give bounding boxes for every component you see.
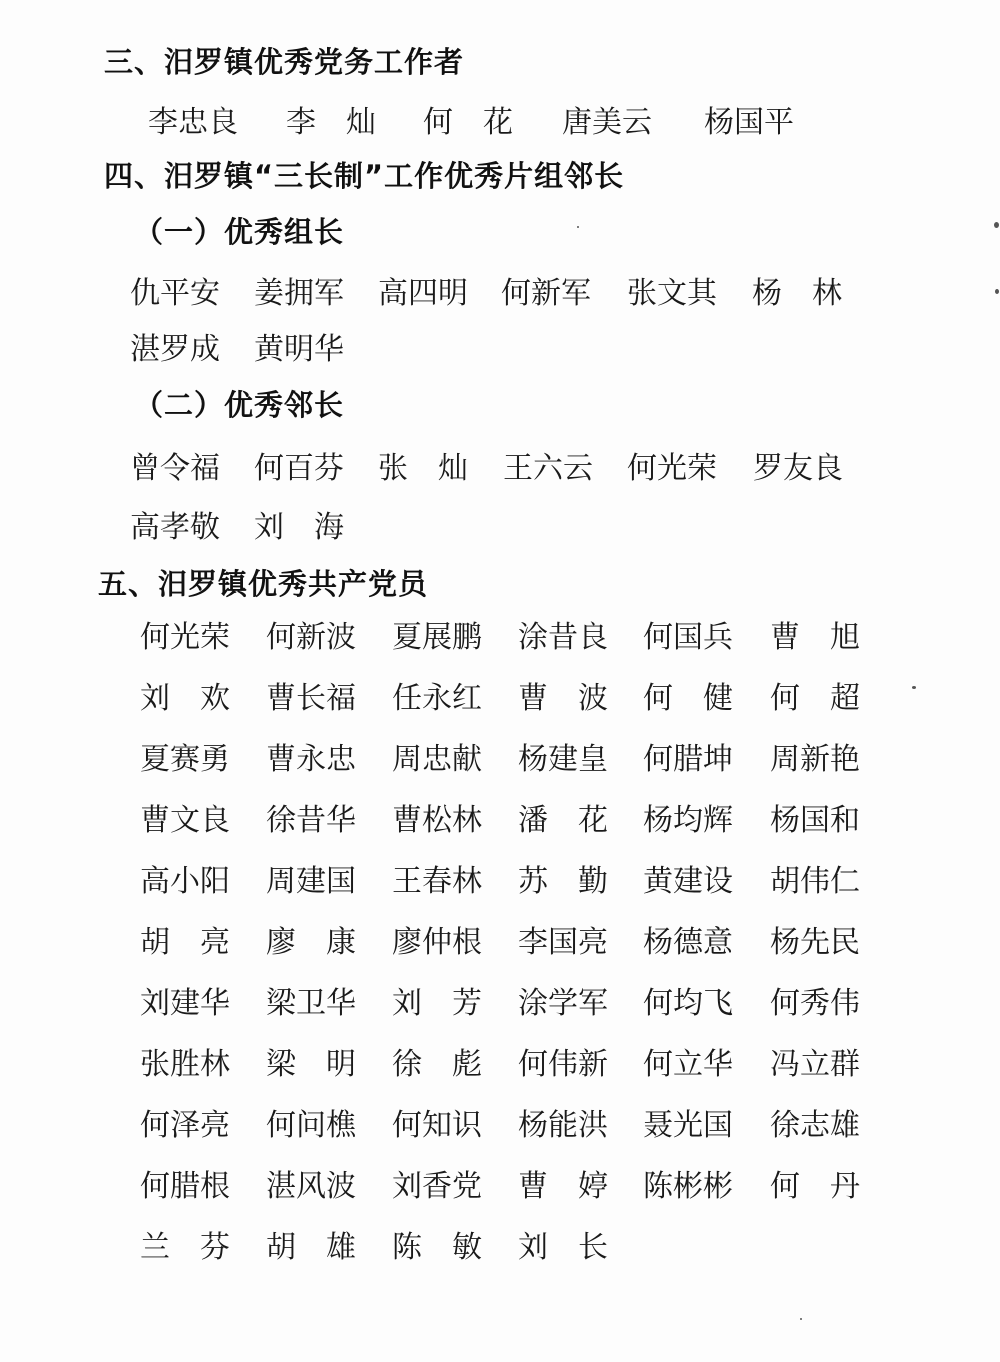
- member-name: 陈彬彬: [643, 1169, 733, 1204]
- member-name: 刘香党: [392, 1169, 482, 1204]
- neighbor-leader-name: 何百芬: [254, 451, 344, 486]
- member-name: 聂光国: [643, 1108, 733, 1143]
- member-name: 夏展鹏: [392, 620, 482, 655]
- section-3-name: 杨国平: [704, 105, 794, 140]
- section-4-heading: 四、汨罗镇“三长制”工作优秀片组邻长: [104, 159, 625, 193]
- section-3-name: 李 灿: [286, 105, 376, 140]
- member-name: 张胜林: [140, 1047, 230, 1082]
- member-name: 何新波: [266, 620, 356, 655]
- scan-speck: [577, 226, 579, 228]
- member-name: 曹松林: [392, 803, 482, 838]
- member-name: 曹 婷: [518, 1169, 608, 1204]
- member-name: 徐 彪: [392, 1047, 482, 1082]
- member-name: 何均飞: [643, 986, 733, 1021]
- neighbor-leader-name: 罗友良: [753, 451, 843, 486]
- scan-speck: [912, 686, 916, 689]
- group-leader-name: 何新军: [501, 276, 591, 311]
- group-leader-name: 张文其: [627, 276, 717, 311]
- neighbor-leader-name: 高孝敬: [130, 510, 220, 545]
- group-leader-name: 杨 林: [752, 276, 842, 311]
- member-name: 胡伟仁: [770, 864, 860, 899]
- member-name: 冯立群: [770, 1047, 860, 1082]
- member-name: 胡 亮: [140, 925, 230, 960]
- group-leader-name: 姜拥军: [254, 276, 344, 311]
- section-4-sub-1-heading: （一）优秀组长: [134, 215, 345, 249]
- member-name: 杨国和: [770, 803, 860, 838]
- section-5-heading: 五、汨罗镇优秀共产党员: [98, 567, 429, 601]
- member-name: 何立华: [643, 1047, 733, 1082]
- member-name: 何泽亮: [140, 1108, 230, 1143]
- member-name: 苏 勤: [518, 864, 608, 899]
- neighbor-leader-name: 王六云: [503, 451, 593, 486]
- member-name: 刘 欢: [140, 681, 230, 716]
- member-name: 徐志雄: [770, 1108, 860, 1143]
- member-name: 湛风波: [266, 1169, 356, 1204]
- group-leader-name: 湛罗成: [130, 332, 220, 367]
- neighbor-leader-name: 张 灿: [378, 451, 468, 486]
- member-name: 何知识: [392, 1108, 482, 1143]
- section-4-sub-2-heading: （二）优秀邻长: [134, 388, 345, 422]
- member-name: 何光荣: [140, 620, 230, 655]
- member-name: 刘建华: [140, 986, 230, 1021]
- member-name: 胡 雄: [266, 1230, 356, 1265]
- member-name: 何秀伟: [770, 986, 860, 1021]
- member-name: 高小阳: [140, 864, 230, 899]
- member-name: 何腊根: [140, 1169, 230, 1204]
- section-3-heading: 三、汨罗镇优秀党务工作者: [104, 45, 465, 79]
- group-leader-name: 高四明: [378, 276, 468, 311]
- member-name: 何国兵: [643, 620, 733, 655]
- member-name: 涂昔良: [518, 620, 608, 655]
- member-name: 杨均辉: [643, 803, 733, 838]
- neighbor-leader-name: 何光荣: [627, 451, 717, 486]
- member-name: 李国亮: [518, 925, 608, 960]
- member-name: 何 超: [770, 681, 860, 716]
- member-name: 涂学军: [518, 986, 608, 1021]
- member-name: 周建国: [266, 864, 356, 899]
- member-name: 杨建皇: [518, 742, 608, 777]
- member-name: 曹 波: [518, 681, 608, 716]
- member-name: 梁卫华: [266, 986, 356, 1021]
- member-name: 曹长福: [266, 681, 356, 716]
- group-leader-name: 黄明华: [254, 332, 344, 367]
- neighbor-leader-name: 刘 海: [254, 510, 344, 545]
- member-name: 杨能洪: [518, 1108, 608, 1143]
- member-name: 何问樵: [266, 1108, 356, 1143]
- member-name: 曹文良: [140, 803, 230, 838]
- member-name: 夏赛勇: [140, 742, 230, 777]
- member-name: 何 丹: [770, 1169, 860, 1204]
- scan-speck: [995, 289, 999, 294]
- section-3-name: 何 花: [423, 105, 513, 140]
- scan-speck: [800, 1318, 802, 1320]
- scan-speck: [994, 222, 999, 228]
- member-name: 任永红: [392, 681, 482, 716]
- member-name: 廖 康: [266, 925, 356, 960]
- member-name: 何伟新: [518, 1047, 608, 1082]
- member-name: 陈 敏: [392, 1230, 482, 1265]
- member-name: 徐昔华: [266, 803, 356, 838]
- member-name: 杨德意: [643, 925, 733, 960]
- neighbor-leader-name: 曾令福: [130, 451, 220, 486]
- member-name: 廖仲根: [392, 925, 482, 960]
- member-name: 杨先民: [770, 925, 860, 960]
- member-name: 何腊坤: [643, 742, 733, 777]
- member-name: 周新艳: [770, 742, 860, 777]
- member-name: 刘 长: [518, 1230, 608, 1265]
- member-name: 王春林: [392, 864, 482, 899]
- member-name: 刘 芳: [392, 986, 482, 1021]
- member-name: 潘 花: [518, 803, 608, 838]
- member-name: 周忠献: [392, 742, 482, 777]
- group-leader-name: 仇平安: [130, 276, 220, 311]
- section-3-name: 唐美云: [562, 105, 652, 140]
- member-name: 兰 芬: [140, 1230, 230, 1265]
- member-name: 梁 明: [266, 1047, 356, 1082]
- member-name: 黄建设: [643, 864, 733, 899]
- section-3-name: 李忠良: [148, 105, 238, 140]
- member-name: 曹永忠: [266, 742, 356, 777]
- member-name: 何 健: [643, 681, 733, 716]
- member-name: 曹 旭: [770, 620, 860, 655]
